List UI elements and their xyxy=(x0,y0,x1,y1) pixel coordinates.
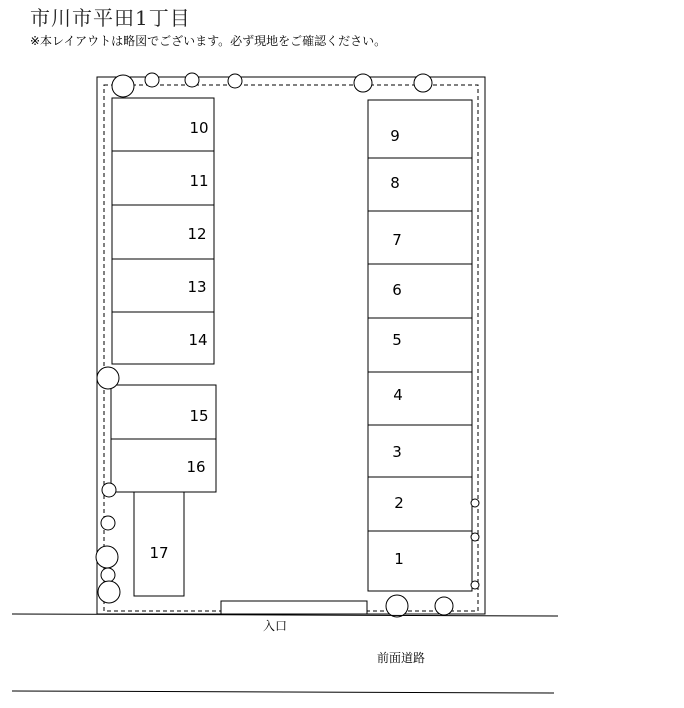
space-label-5: 5 xyxy=(392,331,402,349)
tree-icon xyxy=(98,581,120,603)
space-3[interactable] xyxy=(368,425,472,477)
space-label-12: 12 xyxy=(187,225,207,243)
space-label-13: 13 xyxy=(187,278,207,296)
space-2[interactable] xyxy=(368,477,472,531)
tree-icon xyxy=(185,73,199,87)
entrance-label: 入口 xyxy=(262,619,288,633)
space-label-8: 8 xyxy=(390,174,400,192)
space-8[interactable] xyxy=(368,158,472,211)
space-5[interactable] xyxy=(368,318,472,372)
space-7[interactable] xyxy=(368,211,472,264)
entrance-gate xyxy=(221,601,367,614)
space-label-14: 14 xyxy=(188,331,208,349)
tree-icon xyxy=(101,568,115,582)
space-label-7: 7 xyxy=(392,231,402,249)
tree-icon xyxy=(96,546,118,568)
space-1[interactable] xyxy=(368,531,472,591)
front-road-label: 前面道路 xyxy=(376,651,426,665)
tree-icon xyxy=(414,74,432,92)
space-label-16: 16 xyxy=(186,458,206,476)
space-label-15: 15 xyxy=(189,407,209,425)
tree-icon xyxy=(386,595,408,617)
tree-icon xyxy=(145,73,159,87)
tree-icon xyxy=(471,581,479,589)
space-label-6: 6 xyxy=(392,281,402,299)
space-label-11: 11 xyxy=(189,172,209,190)
tree-icon xyxy=(112,75,134,97)
tree-icon xyxy=(471,533,479,541)
right-space-block xyxy=(368,100,472,591)
space-label-1: 1 xyxy=(394,550,404,568)
space-9[interactable] xyxy=(368,100,472,158)
space-label-2: 2 xyxy=(394,494,404,512)
page-title: 市川市平田1丁目 xyxy=(30,6,191,30)
lot-inner-dashed-boundary xyxy=(104,85,478,611)
space-label-17: 17 xyxy=(149,544,169,562)
disclaimer-note: ※本レイアウトは略図でございます。必ず現地をご確認ください。 xyxy=(30,34,387,48)
space-label-3: 3 xyxy=(392,443,402,461)
space-label-4: 4 xyxy=(393,386,403,404)
space-label-10: 10 xyxy=(189,119,209,137)
space-label-9: 9 xyxy=(390,127,400,145)
tree-icon xyxy=(102,483,116,497)
tree-icon xyxy=(471,499,479,507)
tree-icon xyxy=(101,516,115,530)
tree-circles xyxy=(96,73,479,617)
tree-icon xyxy=(228,74,242,88)
tree-icon xyxy=(97,367,119,389)
space-6[interactable] xyxy=(368,264,472,318)
tree-icon xyxy=(435,597,453,615)
space-4[interactable] xyxy=(368,372,472,425)
road-edge-bottom xyxy=(12,691,554,693)
tree-icon xyxy=(354,74,372,92)
